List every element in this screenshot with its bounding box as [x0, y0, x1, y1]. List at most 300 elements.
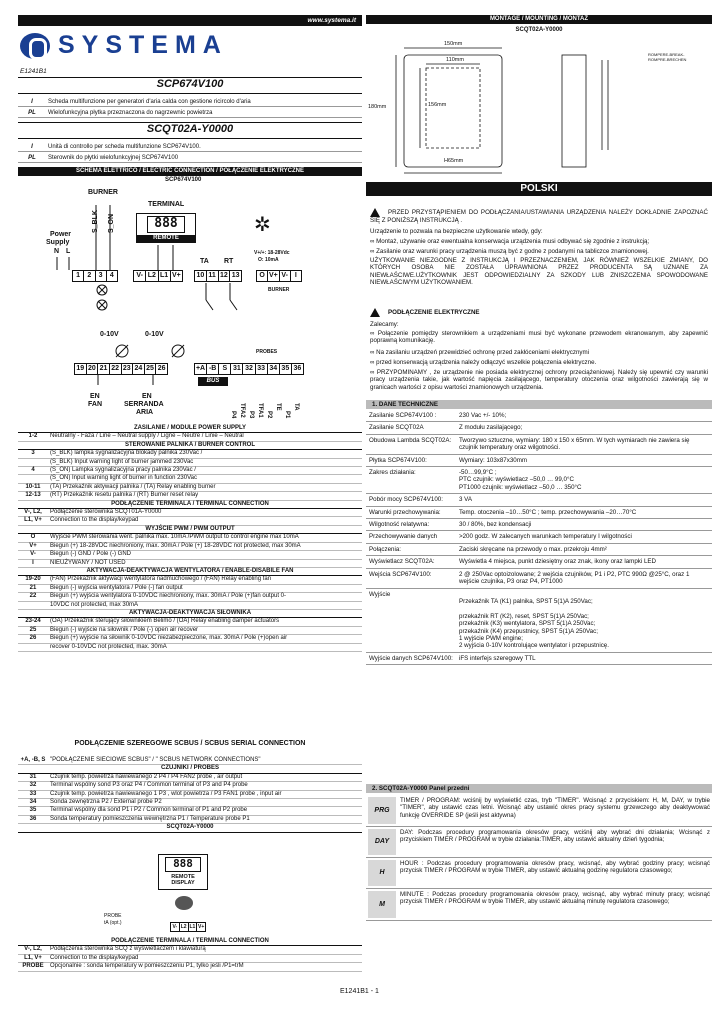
table-section-heading: AKTYWACJA-DEAKTYWACJA WENTYLATORA / ENABLE-DISABILE FAN [18, 567, 362, 575]
table-row [18, 963, 362, 971]
table-value: Czujnik temp. powietrza nawiewanego 1 P3 , wlot powietrza / P3 FAN1 probe , input air [48, 790, 362, 798]
table-value: Biegun (-) GND / Pole (-) GND [48, 551, 362, 559]
panel-button-icon: DAY [368, 829, 396, 855]
terminal-block-pwm [256, 270, 302, 282]
panel-description: DAY: Podczas procedury programowania okresów pracy, wciśnij aby wybrać dni działania; Wcisnąć z przyciskiem TIMER / PROGRAM w trybie działania:TIMER, aby ustawić aktualny dzień tygodnia; [400, 829, 710, 844]
table-row [18, 782, 362, 790]
panel-button-icon: PRG [368, 797, 396, 824]
table-key: PROBE [18, 963, 48, 971]
remote-label-1: REMOTE [171, 873, 195, 880]
terminal-pin: 32 [243, 364, 255, 374]
front-panel-heading: 2. SCQT02A-Y0000 Panel przedni [366, 784, 712, 793]
table-row [18, 425, 362, 433]
table-value: Terminal wspólny sond P3 oraz P4 / Common terminal of P3 and P4 probe [48, 782, 362, 790]
table-key: 12-13 [18, 492, 48, 500]
spec-table [18, 425, 362, 652]
voltage-range: V+/+: 18-28Vdc [254, 250, 290, 256]
tech-key: Wejścia SCP674V100: [366, 568, 456, 588]
terminal-pin: V+ [268, 272, 278, 279]
table-key: 33 [18, 790, 48, 798]
recommend-item-3: ∞ przed konserwacją urządzenia należy odłączyć wszelkie połączenia elektryczne. [370, 359, 597, 366]
table-value: Czujnik temp. powietrza nawiewanego 2 P4 / P4 FAN2 probe , air output [48, 773, 362, 781]
table-value: (TA) Przekaźnik aktywacji palnika / (TA) Relay enabling burner [48, 483, 362, 491]
lang-code: PL [28, 110, 36, 116]
safe-use-item-2: ∞ Zasilanie oraz warunki pracy urządzenia muszą być z godne z podanymi na tabliczce znamionowej. [370, 248, 649, 255]
table-row [18, 559, 362, 567]
s-on-label: S_ON [108, 213, 115, 233]
tech-value: 3 VA [456, 494, 712, 506]
table-row [18, 601, 362, 609]
table-value: (RT) Przekaźnik resetu palnika / (RT) Burner reset relay [48, 492, 362, 500]
tech-key: Wilgotność relatywna: [366, 519, 456, 531]
terminal-pin: -B [207, 364, 219, 374]
terminal-pin: 3 [96, 271, 107, 281]
serranda-label: SERRANDA [124, 401, 164, 408]
table-value: Biegun (+) wyjście na siłownik 0-10VDC niezabezpieczone, max. 30mA / Pole (+)open air [48, 635, 362, 643]
table-value: Biegun (+) wyjścia wentylatora 0-10VDC niechroniony, max. 30mA / Pole (+)fan output 0- [48, 593, 362, 601]
terminal-pin: 2 [84, 271, 95, 281]
aria-label: ARIA [136, 409, 154, 416]
tech-value: 230 Vac +/- 10%; [456, 410, 712, 422]
lang-code: PL [28, 155, 36, 161]
tech-value: Tworzywo sztuczne, wymiary: 180 x 150 x 65mm. W tych wymiarach nie zawiera się czujnik temperatury oraz wilgotności. [456, 434, 712, 454]
remote-title: SCQT02A-Y0000 [146, 123, 234, 135]
probe-terminal-label: P3 [248, 411, 254, 419]
terminal-display [136, 213, 196, 243]
terminal-pin: 31 [231, 364, 243, 374]
panel-description: TIMER / PROGRAM: wciśnij by wyświetlić czas, tryb "TIMER". Wcisnąć z przyciskiem: H, M, DAY, w trybie "TIMER", aby ustawić czas letni. Wcisnąć aby ustawić okres pracy systemu grzewczego aby deaktywować funkcję OVERRIDE SP (jeśli jest aktywna) [400, 797, 710, 819]
tech-key: Obudowa Lambda SCQT02A: [366, 434, 456, 454]
table-key: 26 [18, 635, 48, 643]
lang-text: Scheda multifunzione per generatori d'aria calda con gestione ricircolo d'aria [48, 99, 251, 105]
tech-key: Zasilanie SCP674V100 : [366, 410, 456, 422]
url-bar [18, 15, 362, 26]
s-blk-label: S_BLK [92, 210, 99, 233]
tech-value: 2 @ 250Vac optoizolowane; 2 wejścia czujników, P1 i P2, PTC 990Ω @25°C, oraz 1 wejście czujnika, P3 oraz P4, PT1000 [456, 568, 712, 588]
table-row [366, 494, 712, 506]
terminal-block-remote [133, 270, 183, 282]
lang-text: Unità di controllo per scheda multifunzione SCP674V100. [48, 144, 201, 150]
table-row [18, 790, 362, 798]
output-current: O: 10mA [258, 257, 279, 263]
en2-label: EN [142, 393, 152, 400]
warning-text: PRZED PRZYSTĄPIENIEM DO PODŁĄCZANIA/USTAWIANIA URZĄDZENIA NALEŻY DOKŁADNIE ZAPOZNAĆ SIĘ Z PONIŻSZĄ INSTRUKCJĄ . [370, 209, 708, 224]
terminal-pin: 36 [293, 365, 302, 372]
remote-terminal-block [170, 922, 206, 932]
table-row [18, 576, 362, 584]
tech-value: Wymiary: 103x87x30mm [456, 454, 712, 466]
recommend-item-1: ∞ Połączenie pomiędzy sterownikiem a urządzeniami musi być wykonane przewodem ekranowanym, aby zapewnić poprawną komunikację. [370, 330, 708, 345]
front-panel-item [366, 795, 712, 827]
table-row [366, 410, 712, 422]
probe-terminal-label: P4 [230, 411, 236, 419]
table-key [18, 643, 48, 651]
table-value: Neutralny - Faza / Line – Neutral supply / Ligne – Neutre / Linie – Neutral [48, 433, 362, 441]
terminal-pin: V- [171, 923, 180, 931]
probe-terminal-label: TE [275, 403, 281, 411]
dim-height-outer: 180mm [368, 104, 387, 110]
table-key: 31 [18, 773, 48, 781]
table-row [366, 506, 712, 518]
table-value: Biegun (-) wyjście na siłownik / Pole (-) open air recover [48, 626, 362, 634]
tech-data-heading: 1. DANE TECHNICZNE [366, 400, 712, 409]
terminal-pin: 12 [219, 271, 231, 281]
table-value: Connection to the display/keypad [48, 954, 362, 962]
table-row [18, 815, 362, 823]
terminal-pin: V- [134, 271, 146, 281]
probe-terminal-label: P1 [284, 411, 290, 419]
table-value: NIEUŻYWANY / NOT USED [48, 559, 362, 567]
safe-use-item-1: ∞ Montaż, używanie oraz ewentualna konserwacja urządzenia musi odbywać się zgodnie z instrukcją; [370, 238, 650, 245]
dim-depth: H65mm [444, 158, 464, 164]
table-row [18, 593, 362, 601]
probe-terminal-label: TFA2 [239, 403, 245, 418]
table-row [18, 643, 362, 651]
terminal-pin: 1 [73, 271, 84, 281]
front-panel-item [366, 889, 712, 921]
remote-label: REMOTE [137, 235, 195, 242]
en-label: EN [90, 393, 100, 400]
terminal-pin: 33 [256, 364, 268, 374]
table-key: 19-20 [18, 576, 48, 584]
polski-section-bar: POLSKI [366, 182, 712, 196]
power-label: Power [50, 231, 72, 238]
table-row [18, 450, 362, 458]
table-key [18, 458, 48, 466]
terminal-pin: 4 [109, 272, 114, 279]
tech-key: Zakres działania: [366, 467, 456, 494]
table-row [366, 422, 712, 434]
table-row [18, 626, 362, 634]
l-label: L [66, 248, 71, 255]
terminal-pin: L2 [146, 271, 158, 281]
probe-label: PROBE [104, 913, 122, 919]
tech-value: Zaciski skręcane na przewody o max. przekroju 4mm² [456, 543, 712, 555]
table-row [18, 773, 362, 781]
terminal-pin: 20 [87, 364, 99, 374]
table-key: I [18, 559, 48, 567]
table-key: 1-2 [18, 433, 48, 441]
product-title: SCP674V100 [156, 78, 224, 90]
table-row [18, 567, 362, 575]
table-value: Podłączenia sterownika SCQ z wyświetlaczem i klawiaturą [48, 946, 362, 954]
table-row [18, 584, 362, 592]
probes-label: PROBES [256, 349, 278, 355]
terminal-pin: 23 [122, 364, 134, 374]
tech-value: Wyświetla 4 miejsca, punkt dziesiętny oraz znak, ikony oraz lampki LED [456, 556, 712, 568]
terminal-pin: 11 [207, 271, 219, 281]
probe-terminal-label: TA [293, 403, 299, 411]
table-section-heading: STEROWANIE PALNIKA / BURNER CONTROL [18, 441, 362, 449]
table-section-heading: SCQT02A-Y0000 [18, 824, 362, 832]
serial-title: PODŁĄCZENIE SZEREGOWE SCBUS / SCBUS SERIAL CONNECTION [74, 740, 306, 747]
panel-description: MINUTE : Podczas procedury programowania okresów pracy, wcisnąć, aby wybrać minuty pracy; wcisnąć przycisk TIMER / PROGRAM w trybie TIMER, aby ustawić aktualną minutę regulatora czasowego; [400, 891, 710, 906]
table-key: 21 [18, 584, 48, 592]
warning-icon [370, 208, 380, 217]
table-row [18, 517, 362, 525]
table-row [18, 492, 362, 500]
lang-row [18, 142, 362, 152]
tech-value: 30 / 80%, bez kondensacji [456, 519, 712, 531]
tech-key: Wyjście [366, 588, 456, 652]
serial-table [18, 757, 362, 833]
table-value: Terminal wspólny dla sond P1 i P2 / Common terminal of P1 and P2 probe [48, 807, 362, 815]
table-key: V-, L2, [18, 509, 48, 517]
table-row [366, 531, 712, 543]
terminal-pin: L1 [159, 271, 171, 281]
terminal-pin: 24 [133, 364, 145, 374]
terminal-pin: S [219, 364, 231, 374]
table-section-heading: ZASILANIE / MODULE POWER SUPPLY [18, 425, 362, 433]
warning-icon [370, 308, 380, 317]
table-value: (S_BLK) lampka sygnalizacyjna blokady palnika 230Vac / [48, 450, 362, 458]
tech-key: Wyświetlacz SCQT02A: [366, 556, 456, 568]
terminal-pin: V+ [171, 272, 181, 279]
terminal-pin: 34 [268, 364, 280, 374]
table-value: Podłączenie sterownika SCQT01A-Y0000 [48, 509, 362, 517]
table-row [366, 543, 712, 555]
dim-width-outer: 150mm [444, 41, 463, 47]
table-row [366, 588, 712, 652]
table-value: (FAN) Przekaźnik aktywacji wentylatora nadmuchowego / (FAN) Relay enabling fan [48, 576, 362, 584]
table-row [18, 954, 362, 962]
table-row [18, 467, 362, 475]
table-row [366, 652, 712, 664]
tech-key: Pobór mocy SCP674V100: [366, 494, 456, 506]
table-value: Biegun (-) wyjścia wentylatora / Pole (-) fan output [48, 584, 362, 592]
mounting-subtitle: SCQT02A-Y0000 [515, 27, 563, 33]
table-key: 36 [18, 815, 48, 823]
voltage-0-10v-label: 0-10V [100, 331, 119, 338]
remote-wiring-box [100, 850, 280, 938]
panel-button-icon: H [368, 860, 396, 886]
table-key: +A, -B, S [18, 757, 48, 765]
panel-description: HOUR : Podczas procedury programowania okresów pracy, wcisnąć, aby wybrać godziny pracy; wcisnąć przycisk TIMER / PROGRAM w trybie TIMER, aby ustawić aktualną godzinę regulatora czasowego; [400, 860, 710, 875]
table-value: "PODŁĄCZENIE SIECIOWE SCBUS" / " SCBUS NETWORK CONNECTIONS" [48, 757, 362, 765]
electrical-title: PODŁĄCZENIE ELEKTRYCZNE [388, 309, 480, 317]
lang-text: Sterownik do płytki wielofunkcyjnej SCP674V100 [48, 155, 179, 161]
systema-logo-icon [20, 33, 50, 59]
panel-button-icon: M [368, 891, 396, 918]
table-row [18, 635, 362, 643]
lang-row [18, 97, 362, 107]
terminal-pin: V- [280, 271, 291, 281]
table-row [18, 824, 362, 832]
table-key: 35 [18, 807, 48, 815]
tech-value: Przekaźnik TA (K1) palnika, SPST 5(1)A 250Vac; przekaźnik RT (K2), reset, SPST 5(1)A 250Vac; przekaźnik (K3) wentylatora, SPST 5(1)A 250Vac; przekaźnik (K4) przepustnicy, SPST 5(1)A 250Vac; 1 wyjście PWM engine; 2 wyjścia 0-10V kontrolujące wentylator i przepustnicę. [456, 588, 712, 652]
table-key: 4 [18, 467, 48, 475]
tech-key: Płytka SCP674V100: [366, 454, 456, 466]
table-key: 34 [18, 799, 48, 807]
table-row [18, 458, 362, 466]
terminal-pin: 35 [280, 364, 292, 374]
mounting-drawing [366, 40, 712, 180]
table-key: O [18, 534, 48, 542]
terminal-block-1-4 [72, 270, 118, 282]
sensor-icon [175, 896, 193, 910]
break-note-1: ROMPERE-BREAK- [648, 52, 685, 57]
terminal-pin: V+ [197, 924, 205, 930]
tech-value: -50…99,9°C ; PTC czujnik: wyświetlacz –50,0 … 99,0°C PT1000 czujnik: wyświetlacz –50,0 … 350°C [456, 467, 712, 494]
terminal-table [18, 938, 362, 972]
supply-label: Supply [46, 239, 70, 246]
front-panel-item [366, 858, 712, 889]
dim-width-inner: 110mm [446, 57, 464, 63]
terminal-pin: 10 [195, 271, 207, 281]
tech-key: Zasilanie SCQT02A [366, 422, 456, 434]
remote-lcd-digits: 888 [165, 857, 201, 872]
table-key [18, 475, 48, 483]
table-key: 22 [18, 593, 48, 601]
table-row [366, 556, 712, 568]
dim-height-inner: 156mm [428, 102, 447, 108]
break-note-2: ROMPRE-BRECHEN [648, 57, 687, 62]
voltage-0-10v-label-2: 0-10V [145, 331, 164, 338]
terminal-pin: L2 [180, 924, 187, 930]
diagram-title: SCP674V100 [165, 177, 202, 183]
recommend-item-2: ∞ Na zasilaniu urządzeń przewidzieć ochronę przed zakłóceniami elektrycznymi [370, 349, 590, 356]
table-row [18, 433, 362, 441]
recommend-item-4: ∞ PRZYPOMINAMY , że urządzenie nie posiada elektrycznej ochrony przeciążeniowej. Należy się upewnić czy warunki pracy urządzenia takie, jak wartość napięcia zasilającego, temperatury otoczenia oraz wilgotności zawierają się w granicach wartości z opisu wartości znamionowych urządzenia. [370, 369, 708, 391]
table-value: (OA) Przekaźnik sterujący siłownikiem Belimo / (OA) Relay enabling damper actuators [48, 618, 362, 626]
table-section-heading: CZUJNIKI / PROBES [18, 765, 362, 773]
table-row [18, 609, 362, 617]
n-label: N [54, 248, 60, 255]
terminal-pin: 25 [145, 364, 157, 374]
table-row [18, 475, 362, 483]
table-row [366, 467, 712, 494]
website-url: www.systema.it [307, 17, 356, 24]
table-row [18, 946, 362, 954]
table-section-heading: WYJŚCIE PWM / PWM OUTPUT [18, 525, 362, 533]
table-row [366, 454, 712, 466]
safe-use-text: Urządzenie to pozwala na bezpieczne użytkowanie wtedy, gdy: [370, 228, 543, 235]
brand-name: SYSTEMA [58, 31, 228, 59]
tech-value: iFS interfejs szeregowy TTL [456, 652, 712, 664]
divider [18, 93, 362, 94]
table-row [18, 534, 362, 542]
fan-icon: ✲ [254, 212, 271, 236]
terminal-block-10-13 [194, 270, 242, 282]
table-section-heading: PODŁĄCZENIE TERMINALA / TERMINAL CONNECTION [18, 500, 362, 508]
table-row [18, 807, 362, 815]
lang-code: I [31, 144, 33, 150]
table-key [18, 601, 48, 609]
table-key: 25 [18, 626, 48, 634]
divider [18, 138, 362, 139]
ta-optional-label: tA (opt.) [104, 920, 122, 926]
lang-text: Wielofunkcyjna płytka przeznaczona do nagrzewnic powietrza [48, 110, 213, 116]
tech-value: Temp. otoczenia –10…50°C ; temp. przechowywania –20…70°C [456, 506, 712, 518]
tech-key: Wyjście danych SCP674V100: [366, 652, 456, 664]
document-code: E1241B1 [20, 68, 47, 75]
table-value: Wyjście PWM sterowania went. palnika max. 10mA /PWM output to control engine max 10mA [48, 534, 362, 542]
table-value: 10VDC not protected, max 30mA [48, 601, 362, 609]
terminal-pin: 13 [231, 272, 240, 279]
burner-label: BURNER [88, 189, 118, 196]
terminal-pin: 19 [75, 364, 87, 374]
table-key: V- [18, 551, 48, 559]
terminal-pin: 21 [98, 364, 110, 374]
table-key: V+ [18, 542, 48, 550]
front-panel-item [366, 827, 712, 858]
tech-data-table [366, 410, 712, 665]
terminal-pin: +A [195, 365, 206, 372]
terminal-pin: L1 [189, 924, 196, 930]
table-key: 23-24 [18, 618, 48, 626]
terminal-pin: 22 [110, 364, 122, 374]
terminal-pin: 26 [157, 365, 166, 372]
schema-section-bar: SCHEMA ELETTRICO / ELECTRIC CONNECTION / POŁĄCZENIE ELEKTRYCZNE [18, 167, 362, 176]
tech-value: >200 godz. W zalecanych warunkach temperatury I wilgotności [456, 531, 712, 543]
rt-label: RT [224, 258, 234, 265]
electrical-heading [370, 308, 708, 317]
table-value: Opcjonalnie : sonda temperatury w pomieszczeniu P1, tylko jeśli /P1=trM [48, 963, 362, 971]
probe-terminal-label: P2 [266, 411, 272, 419]
page-footer: E1241B1 - 1 [340, 988, 379, 995]
table-row [18, 441, 362, 449]
terminal-label: TERMINAL [148, 201, 185, 208]
table-row [18, 618, 362, 626]
table-key: 3 [18, 450, 48, 458]
mounting-bar: MONTAGE / MOUNTING / MONTAŻ [366, 15, 712, 24]
warning-paragraph [370, 208, 708, 224]
tech-key: Połączenia: [366, 543, 456, 555]
fan-label: FAN [88, 401, 102, 408]
table-value: (S_ON) Input warning light of burner in function 230Vac [48, 475, 362, 483]
remote-display-box [158, 854, 208, 890]
terminal-pin: I [294, 272, 297, 279]
lang-row [18, 108, 362, 118]
terminal-block-19-26 [74, 363, 168, 375]
table-row [18, 483, 362, 491]
lang-code: I [31, 99, 33, 105]
table-row [18, 938, 362, 946]
table-row [366, 568, 712, 588]
table-row [366, 519, 712, 531]
remote-label-2: DISPLAY [171, 879, 195, 886]
table-value: Biegun (+) 18-28VDC niechroniony, max. 30mA / Pole (+) 18-28VDC not protected, max 30mA [48, 542, 362, 550]
table-key: L1, V+ [18, 954, 48, 962]
table-section-heading: AKTYWACJA-DEAKTYWACJA SIŁOWNIKA [18, 609, 362, 617]
table-row [18, 765, 362, 773]
table-value: (S_BLK) Input warning light of burner jammed 230Vac [48, 458, 362, 466]
terminal-pin: O [257, 271, 268, 281]
tech-value: Z modułu zasilającego; [456, 422, 712, 434]
table-row [18, 509, 362, 517]
table-row [18, 525, 362, 533]
table-section-heading: PODŁĄCZENIE TERMINALA / TERMINAL CONNECTION [18, 938, 362, 946]
tech-key: Warunki przechowywania: [366, 506, 456, 518]
table-row [18, 542, 362, 550]
brand-logo [20, 31, 228, 63]
table-row [18, 757, 362, 765]
probe-terminal-label: TFA1 [257, 403, 263, 418]
recommend-label: Zalecamy: [370, 321, 399, 328]
lang-row [18, 153, 362, 163]
misuse-warning: UŻYTKOWANIE NIEZGODNE Z INSTRUKCJĄ I PRZEZNACZENIEM, JAK RÓWNIEŻ WSZELKIE ZMIANY, DO KTÓRYCH OSOBA NIE ZOSTAŁA UPRAWNIONA PRZEZ PRODUCENTA SĄ UZNANE ZA NIEWŁAŚCIWE.UŻYTKOWNIK JEST ODPOWIEDZIALNY ZA SZKODY LUB ZNISZCZENIA SPOWODOWANE NIEWŁAŚCIWYM UŻYTKOWANIEM. [370, 257, 708, 287]
table-key: L1, V+ [18, 517, 48, 525]
wiring-diagram [18, 175, 362, 425]
burner-output-label: BURNER [268, 287, 290, 293]
table-value: Sonda zewnętrzna P2 / External probe P2 [48, 799, 362, 807]
ta-label: TA [200, 258, 209, 265]
scbus-logo: BUS [198, 377, 228, 386]
terminal-block-scbus [194, 363, 304, 375]
table-row [18, 799, 362, 807]
table-value: Connection to the display/keypad [48, 517, 362, 525]
table-row [18, 551, 362, 559]
